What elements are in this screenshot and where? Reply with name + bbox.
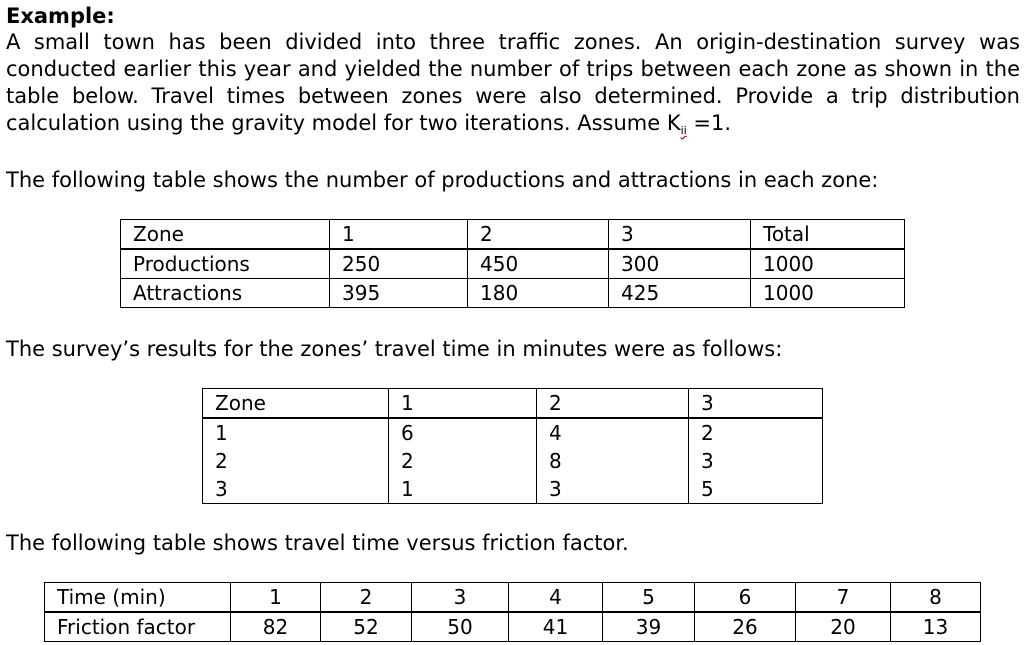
table-header-cell: Zone xyxy=(121,220,330,250)
table-row xyxy=(121,279,905,308)
table-header-cell: 3 xyxy=(412,583,509,613)
table-cell: 50 xyxy=(412,612,509,642)
table-header-cell: 2 xyxy=(321,583,412,613)
table-cell: 20 xyxy=(796,612,891,642)
table-header-cell: 1 xyxy=(389,389,537,419)
table-cell: 450 xyxy=(468,249,609,279)
table-cell: 3 xyxy=(537,475,689,504)
table-header-cell: 3 xyxy=(689,389,823,419)
table-cell: 6 xyxy=(389,418,537,447)
table-header-cell: 4 xyxy=(509,583,603,613)
table-cell: 8 xyxy=(537,447,689,475)
table-cell: 82 xyxy=(231,612,321,642)
table-header-cell: Time (min) xyxy=(45,583,231,613)
table-header-row xyxy=(203,389,823,419)
table-cell: 1000 xyxy=(751,279,905,308)
table-cell: 180 xyxy=(468,279,609,308)
table-header-cell: 1 xyxy=(231,583,321,613)
table-cell: 3 xyxy=(689,447,823,475)
friction-factor-table xyxy=(44,582,981,642)
travel-time-intro: The survey’s results for the zones’ travel time in minutes were as follows: xyxy=(6,337,783,361)
table-cell: 41 xyxy=(509,612,603,642)
table-header-cell: Zone xyxy=(203,389,389,419)
table-cell: 425 xyxy=(609,279,751,308)
table-header-cell: 7 xyxy=(796,583,891,613)
table-cell: 5 xyxy=(689,475,823,504)
table-header-row xyxy=(121,220,905,250)
table-header-cell: 1 xyxy=(330,220,468,250)
table-header-cell: 5 xyxy=(603,583,695,613)
table-cell: Productions xyxy=(121,249,330,279)
table-cell: 250 xyxy=(330,249,468,279)
table-cell: 1 xyxy=(203,418,389,447)
table-row xyxy=(203,447,823,475)
friction-intro: The following table shows travel time versus friction factor. xyxy=(6,531,629,555)
productions-attractions-table xyxy=(120,219,905,308)
table-header-cell: 2 xyxy=(468,220,609,250)
table-cell: Friction factor xyxy=(45,612,231,642)
table-header-cell: 8 xyxy=(891,583,981,613)
table-cell: 395 xyxy=(330,279,468,308)
table-cell: 4 xyxy=(537,418,689,447)
problem-text: A small town has been divided into three traffic zones. An origin-destination survey was conducted earlier this year and yielded the number of trips between each zone as shown in the table below. Travel times between zones were also determined. Provide a trip distribution calculation using the gravity model for two iterations. Assume xyxy=(6,30,1020,135)
table-cell: 2 xyxy=(689,418,823,447)
table-row xyxy=(203,475,823,504)
table-cell: 1000 xyxy=(751,249,905,279)
table-cell: 2 xyxy=(203,447,389,475)
problem-statement xyxy=(6,29,1020,144)
k-subscript: ii xyxy=(680,124,687,137)
table-header-cell: 6 xyxy=(695,583,796,613)
table-cell: 2 xyxy=(389,447,537,475)
table-header-cell: Total xyxy=(751,220,905,250)
table-cell: 3 xyxy=(203,475,389,504)
table-row xyxy=(45,612,981,642)
k-symbol: K xyxy=(666,111,681,135)
productions-intro: The following table shows the number of productions and attractions in each zone: xyxy=(6,168,879,192)
table-cell: 13 xyxy=(891,612,981,642)
table-header-row xyxy=(45,583,981,613)
table-cell: 52 xyxy=(321,612,412,642)
table-row xyxy=(203,418,823,447)
table-row xyxy=(121,249,905,279)
table-header-cell: 3 xyxy=(609,220,751,250)
table-header-cell: 2 xyxy=(537,389,689,419)
table-cell: Attractions xyxy=(121,279,330,308)
table-cell: 300 xyxy=(609,249,751,279)
table-cell: 1 xyxy=(389,475,537,504)
travel-time-table xyxy=(202,388,823,504)
table-cell: 39 xyxy=(603,612,695,642)
example-heading: Example: xyxy=(6,4,115,28)
k-value: =1. xyxy=(686,111,732,135)
table-cell: 26 xyxy=(695,612,796,642)
